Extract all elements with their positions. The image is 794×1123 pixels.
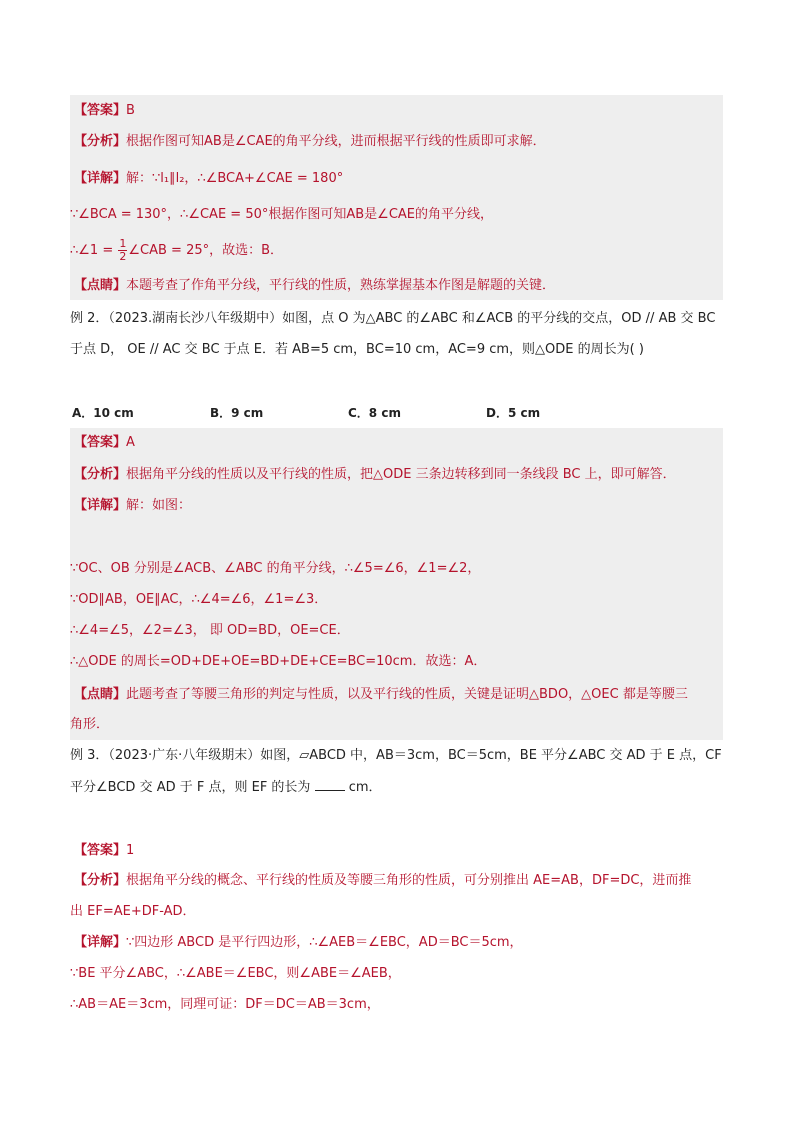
q2-comment-2: 角形． [70,717,110,732]
option-d: D．5 cm [486,406,541,420]
q1-answer: B [126,103,135,118]
fraction-denominator: 2 [119,250,127,263]
q3-detail-line-2 [70,965,401,983]
q1-detail-2: ∵∠BCA = 130°，∴∠CAE = 50°根据作图可知AB是∠CAE的角平分线， [70,207,494,222]
q3-stem-1: 例 3．（2023·广东·八年级期末）如图，▱ABCD 中，AB＝3cm，BC＝5cm，BE 平分∠ABC 交 AD 于 E 点，CF [70,748,722,763]
q1-comment: 本题考查了作角平分线，平行线的性质，熟练掌握基本作图是解题的关键． [126,278,556,293]
q2-detail-line-5 [70,653,486,671]
detail-tag: 【详解】 [74,935,127,950]
q2-detail-5: ∴△ODE 的周长=OD+DE+OE=BD+DE+CE=BC=10cm．故选：A． [70,654,487,669]
q3-stem-2-pre: 平分∠BCD 交 AD 于 F 点，则 EF 的长为 [70,780,311,795]
option-b: B．9 cm [210,406,264,420]
q1-detail-line-2 [70,206,493,224]
q2-stem-1: 例 2．（2023.湖南长沙八年级期中）如图，点 O 为△ABC 的∠ABC 和∠ACB 的平分线的交点，OD // AB 交 BC [70,311,716,326]
q2-comment-line-1 [74,686,688,704]
q3-analysis-line-2 [70,903,196,921]
q2-comment-1: 此题考查了等腰三角形的判定与性质，以及平行线的性质，关键是证明△BDO，△OEC 都是等腰三 [126,687,688,702]
answer-tag: 【答案】 [74,103,127,118]
q3-detail-line-3 [70,996,380,1014]
answer-blank [315,778,345,791]
q3-stem-2-post: cm． [348,780,382,795]
answer-tag: 【答案】 [74,435,127,450]
q3-analysis-1: 根据角平分线的概念、平行线的性质及等腰三角形的性质，可分别推出 AE=AB，DF=DC，进而推 [126,873,692,888]
analysis-tag: 【分析】 [74,134,127,149]
detail-tag: 【详解】 [74,171,127,186]
q1-answer-line [74,102,135,120]
q3-answer: 1 [126,843,135,858]
q3-stem-line-1 [70,747,722,765]
q1-detail-3-post: ∠CAB = 25°，故选：B． [128,243,284,258]
q1-analysis-line [74,133,546,151]
q1-detail-3-pre: ∴∠1 = [70,243,114,258]
q2-detail-4: ∴∠4=∠5，∠2=∠3， 即 OD=BD，OE=CE． [70,623,350,638]
q2-analysis: 根据角平分线的性质以及平行线的性质，把△ODE 三条边转移到同一条线段 BC 上，即可解答． [126,467,676,482]
analysis-tag: 【分析】 [74,467,127,482]
q1-solution-panel [70,95,723,300]
detail-tag: 【详解】 [74,498,127,513]
q2-detail-line-1 [74,497,191,515]
option-c: C．8 cm [348,406,401,420]
q2-answer: A [126,435,135,450]
q2-stem-2: 于点 D， OE // AC 交 BC 于点 E．若 AB=5 cm，BC=10 cm，AC=9 cm，则△ODE 的周长为( ) [70,342,644,357]
q2-stem-line-1 [70,310,715,328]
q2-detail-line-2 [70,560,480,578]
q3-detail-line-1 [74,934,523,952]
q2-detail-1: 解：如图： [126,498,192,513]
q3-stem-line-2 [70,778,382,797]
q1-detail-line-3 [70,238,283,263]
q2-stem-line-2 [70,341,644,359]
fraction-numerator: 1 [119,237,127,250]
q2-detail-3: ∵OD∥AB，OE∥AC，∴∠4=∠6，∠1=∠3． [70,592,328,607]
comment-tag: 【点睛】 [74,278,127,293]
q1-fraction [118,238,127,263]
analysis-tag: 【分析】 [74,873,127,888]
q3-analysis-2: 出 EF=AE+DF-AD． [70,904,196,919]
q2-detail-line-3 [70,591,327,609]
answer-tag: 【答案】 [74,843,127,858]
q2-analysis-line [74,466,676,484]
q3-analysis-line-1 [74,872,691,890]
q3-answer-line [74,842,134,860]
q3-detail-1: ∵四边形 ABCD 是平行四边形，∴∠AEB＝∠EBC，AD＝BC＝5cm， [126,935,523,950]
option-a: A．10 cm [72,406,134,420]
q1-detail-1: 解：∵l₁∥l₂，∴∠BCA+∠CAE = 180° [126,171,344,186]
q1-comment-line [74,277,555,295]
q2-comment-line-2 [70,716,109,734]
q1-detail-line-1 [74,170,343,188]
comment-tag: 【点睛】 [74,687,127,702]
q2-detail-2: ∵OC、OB 分别是∠ACB、∠ABC 的角平分线，∴∠5=∠6，∠1=∠2， [70,561,481,576]
q2-answer-line [74,434,135,452]
q2-detail-line-4 [70,622,350,640]
q1-analysis: 根据作图可知AB是∠CAE的角平分线，进而根据平行线的性质即可求解． [126,134,546,149]
q3-detail-2: ∵BE 平分∠ABC，∴∠ABE＝∠EBC，则∠ABE＝∠AEB， [70,966,401,981]
q3-detail-3: ∴AB＝AE＝3cm，同理可证：DF＝DC＝AB＝3cm， [70,997,380,1012]
